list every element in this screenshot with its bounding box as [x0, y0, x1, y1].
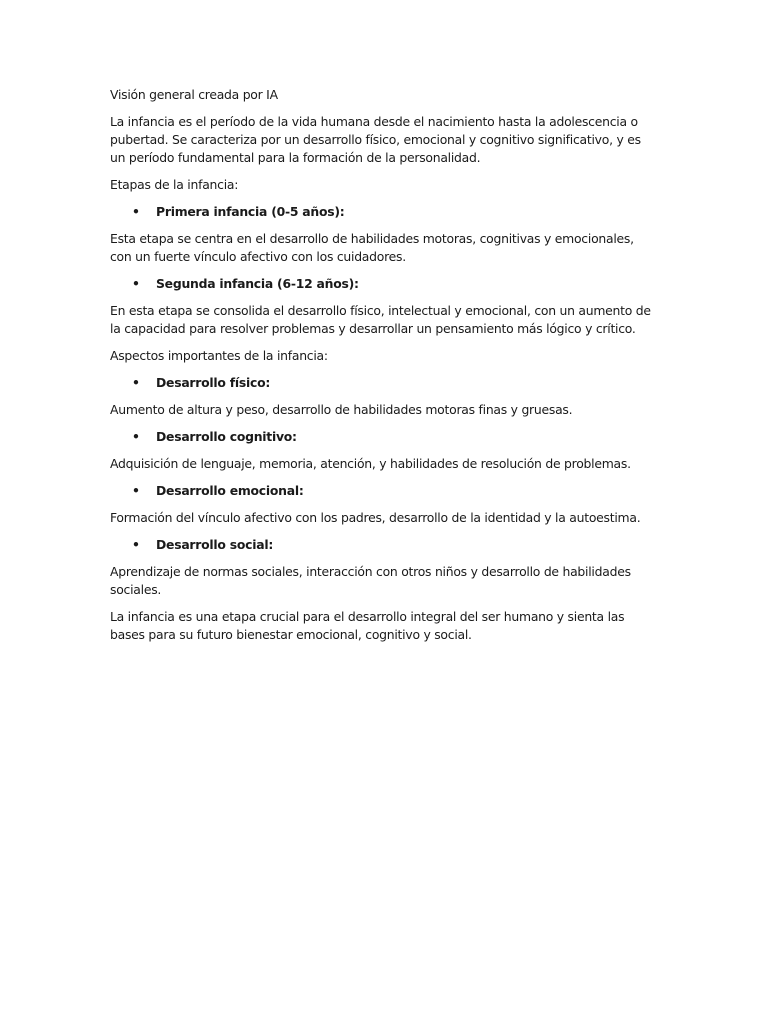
document-heading: Visión general creada por IA: [110, 87, 278, 102]
aspect-description: Adquisición de lenguaje, memoria, atención, y habilidades de resolución de problemas.: [110, 456, 631, 471]
stage-bullet-segunda: [110, 275, 658, 293]
stages-heading: Etapas de la infancia:: [110, 177, 239, 192]
aspect-description: Formación del vínculo afectivo con los padres, desarrollo de la identidad y la autoestima.: [110, 510, 641, 525]
aspect-bullet-cognitivo: [110, 428, 658, 446]
aspect-bullet-social: [110, 536, 658, 554]
stage-title: Primera infancia (0-5 años):: [156, 204, 345, 219]
bullet-icon: •: [132, 429, 140, 444]
aspect-title: Desarrollo emocional:: [156, 483, 304, 498]
intro-paragraph: La infancia es el período de la vida humana desde el nacimiento hasta la adolescencia o pubertad. Se caracteriza por un desarrollo físico, emocional y cognitivo significativo, y es un período fundamental para la formación de la personalidad.: [110, 114, 641, 165]
stage-description: Esta etapa se centra en el desarrollo de habilidades motoras, cognitivas y emocionales, con un fuerte vínculo afectivo con los cuidadores.: [110, 231, 634, 264]
conclusion-paragraph: La infancia es una etapa crucial para el desarrollo integral del ser humano y sienta las bases para su futuro bienestar emocional, cognitivo y social.: [110, 609, 625, 642]
aspect-description: Aumento de altura y peso, desarrollo de habilidades motoras finas y gruesas.: [110, 402, 573, 417]
stage-title: Segunda infancia (6-12 años):: [156, 276, 359, 291]
document-body: [110, 86, 658, 653]
stage-description: En esta etapa se consolida el desarrollo físico, intelectual y emocional, con un aumento de la capacidad para resolver problemas y desarrollar un pensamiento más lógico y crítico.: [110, 303, 651, 336]
bullet-icon: •: [132, 276, 140, 291]
bullet-icon: •: [132, 375, 140, 390]
aspect-description: Aprendizaje de normas sociales, interacción con otros niños y desarrollo de habilidades sociales.: [110, 564, 631, 597]
aspect-bullet-emocional: [110, 482, 658, 500]
stage-bullet-primera: [110, 203, 658, 221]
bullet-icon: •: [132, 204, 140, 219]
aspect-title: Desarrollo social:: [156, 537, 274, 552]
aspects-heading: Aspectos importantes de la infancia:: [110, 348, 328, 363]
bullet-icon: •: [132, 483, 140, 498]
bullet-icon: •: [132, 537, 140, 552]
aspect-title: Desarrollo físico:: [156, 375, 271, 390]
aspect-title: Desarrollo cognitivo:: [156, 429, 297, 444]
aspect-bullet-fisico: [110, 374, 658, 392]
